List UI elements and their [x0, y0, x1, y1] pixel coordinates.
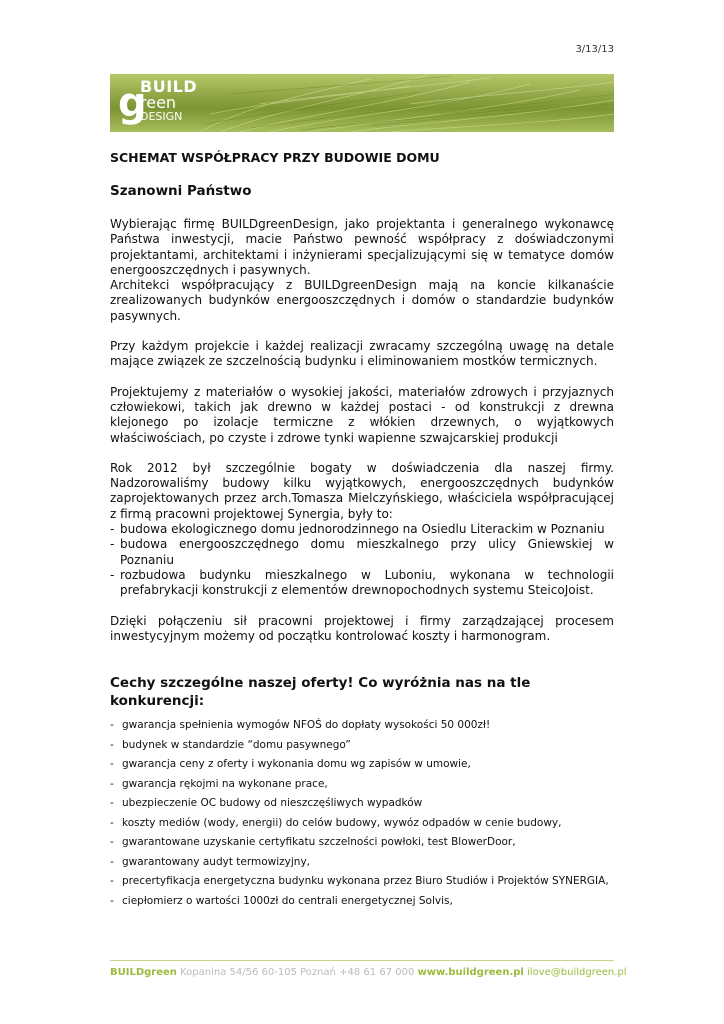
document-title: SCHEMAT WSPÓŁPRACY PRZY BUDOWIE DOMU: [110, 150, 440, 165]
list-item: - koszty mediów (wody, energii) do celów budowy, wywóz odpadów w cenie budowy,: [110, 816, 614, 830]
list-item: - budynek w standardzie “domu pasywnego”: [110, 738, 614, 752]
company-logo: [118, 77, 198, 129]
list-item: - budowa ekologicznego domu jednorodzinnego na Osiedlu Literackim w Poznaniu: [110, 522, 614, 537]
logo-design-text: DESIGN: [140, 110, 183, 123]
list-item: - ubezpieczenie OC budowy od nieszczęśliwych wypadków: [110, 796, 614, 810]
list-item: - budowa energooszczędnego domu mieszkalnego przy ulicy Gniewskiej w Poznaniu: [110, 537, 614, 568]
list-item: - gwarantowany audyt termowizyjny,: [110, 855, 614, 869]
paragraph-intro: Wybierając firmę BUILDgreenDesign, jako projektanta i generalnego wykonawcę Państwa inwestycji, macie Państwo pewność współpracy z doświadczonymi projektantami, architektami i inżynierami specjalizującymi się w tematyce domów energooszczędnych i pasywnych.: [110, 217, 614, 277]
list-item: - gwarancja ceny z oferty i wykonania domu wg zapisów w umowie,: [110, 757, 614, 771]
paragraph-architects: Architekci współpracujący z BUILDgreenDesign mają na koncie kilkanaście zrealizowanych budynków energooszczędnych i domów o standardzie budynków pasywnych.: [110, 278, 614, 323]
list-item: - precertyfikacja energetyczna budynku wykonana przez Biuro Studiów i Projektów SYNERGIA,: [110, 874, 614, 888]
page-date: 3/13/13: [575, 44, 614, 55]
list-item: - ciepłomierz o wartości 1000zł do centrali energetycznej Solvis,: [110, 894, 614, 908]
header-banner: [110, 74, 614, 132]
footer-divider: [110, 960, 614, 961]
greeting: Szanowni Państwo: [110, 183, 252, 199]
footer: [110, 967, 627, 978]
paragraph-details: Przy każdym projekcie i każdej realizacji zwracamy szczególną uwagę na detale mające związek ze szczelnością budynku i eliminowaniem mostków termicznych.: [110, 339, 614, 369]
paragraph-2012: Rok 2012 był szczególnie bogaty w doświadczenia dla naszej firmy. Nadzorowaliśmy budowy kilku wyjątkowych, energooszczędnych budynków zaprojektowanych przez arch.Tomasza Mielczyńskiego, właściciela współpracującej z firmą pracowni projektowej Synergia, były to:: [110, 460, 614, 521]
list-item: - gwarantowane uzyskanie certyfikatu szczelności powłoki, test BlowerDoor,: [110, 835, 614, 849]
logo-reen-text: reen: [140, 93, 177, 112]
paragraph-cost-control: Dzięki połączeniu sił pracowni projektowej i firmy zarządzającej procesem inwestycyjnym możemy od początku kontrolować koszty i harmonogram.: [110, 613, 614, 643]
features-list: [110, 718, 614, 908]
list-item: - gwarancja spełnienia wymogów NFOŚ do dopłaty wysokości 50 000zł!: [110, 718, 614, 732]
features-heading: Cechy szczególne naszej oferty! Co wyróżnia nas na tle konkurencji:: [110, 675, 531, 710]
document-body: [110, 150, 614, 913]
paragraph-materials: Projektujemy z materiałów o wysokiej jakości, materiałów zdrowych i przyjaznych człowiekowi, takich jak drewno w każdej postaci - od konstrukcji z drewna klejonego po izolacje termiczne z włókien drzewnych, o wyjątkowych właściwościach, po czyste i zdrowe tynki wapienne szwajcarskiej produkcji: [110, 384, 614, 445]
footer-email-link[interactable]: ilove@buildgreen.pl: [527, 967, 627, 978]
footer-brand: BUILDgreen: [110, 967, 177, 978]
list-item: - gwarancja rękojmi na wykonane prace,: [110, 777, 614, 791]
logo-g-letter: g: [118, 80, 147, 126]
footer-website-link[interactable]: www.buildgreen.pl: [417, 967, 524, 978]
logo-build-text: BUILD: [140, 77, 198, 96]
projects-list: [110, 522, 614, 598]
list-item: - rozbudowa budynku mieszkalnego w Luboniu, wykonana w technologii prefabrykacji konstrukcji z elementów drewnopochodnych systemu SteicoJoist.: [110, 568, 614, 599]
footer-address: Kopanina 54/56 60-105 Poznań +48 61 67 000: [180, 967, 415, 978]
